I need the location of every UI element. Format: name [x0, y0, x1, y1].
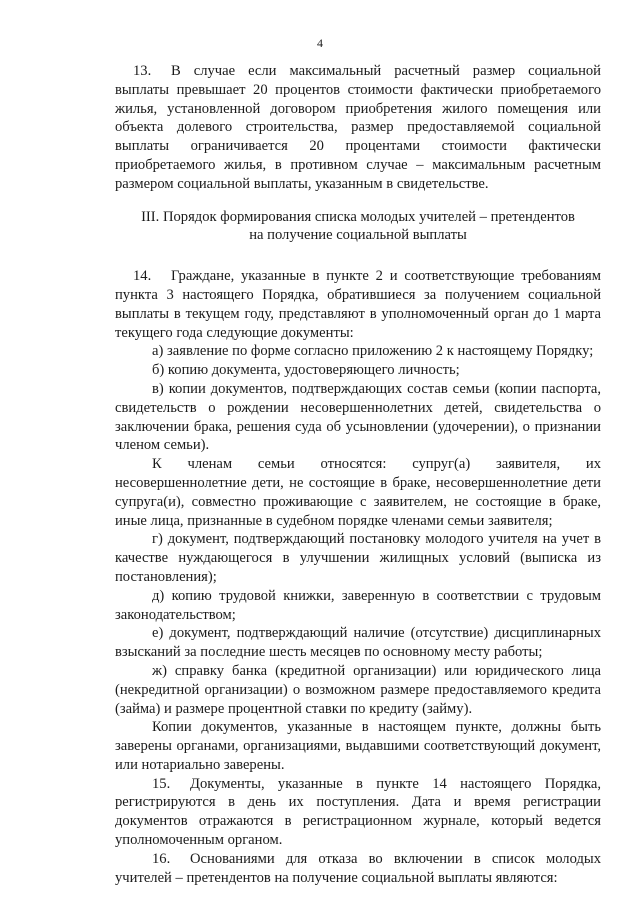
paragraph-number: 15. [152, 775, 171, 792]
paragraph-16 [115, 850, 601, 888]
heading-line-1: III. Порядок формирования списка молодых учителей – претендентов [141, 208, 575, 225]
list-item: а) заявление по форме согласно приложению 2 к настоящему Порядку; [152, 343, 594, 360]
list-item: в) копии документов, подтверждающих состав семьи (копии паспорта, свидетельств о рождении несовершеннолетних детей, свидетельства о заключении брака, решения суда об усыновлении (удочерении), о признании членом семьи). [115, 380, 601, 454]
paragraph-number: 13. [133, 63, 152, 79]
paragraph-number: 16. [152, 850, 171, 867]
page-number: 4 [317, 36, 323, 50]
family-members-note: К членам семьи относятся: супруг(а) заявителя, их несовершеннолетние дети, не состоящие в браке, несовершеннолетние дети супруга(и), совместно проживающие с заявителем, не состоящие в браке, иные лица, признанные в судебном порядке членами семьи заявителя; [115, 456, 601, 529]
section-heading [115, 208, 601, 246]
list-item: ж) справку банка (кредитной организации) или юридического лица (некредитной организации) о возможном размере предоставляемого кредита (займа) и размере процентной ставки по кредиту (займу). [115, 662, 601, 717]
paragraph-15 [115, 775, 601, 850]
list-item: д) копию трудовой книжки, заверенную в соответствии с трудовым законодательством; [115, 587, 601, 623]
paragraph-number: 14. [133, 268, 152, 285]
document-body [115, 62, 601, 887]
paragraph-text: Граждане, указанные в пункте 2 и соответствующие требованиям пункта 3 настоящего Порядка, обратившиеся за получением социальной выплаты в текущем году, представляют в уполномоченный орган до 1 марта текущего года следующие документы: [115, 268, 601, 341]
paragraph-14 [115, 267, 601, 342]
paragraph-text: Основаниями для отказа во включении в список молодых учителей – претендентов на получение социальной выплаты являются: [115, 850, 601, 886]
heading-line-2: на получение социальной выплаты [249, 227, 467, 244]
list-item: е) документ, подтверждающий наличие (отсутствие) дисциплинарных взысканий за последние шесть месяцев по основному месту работы; [115, 625, 601, 661]
paragraph-text: Документы, указанные в пункте 14 настоящего Порядка, регистрируются в день их поступления. Дата и время регистрации документов отражаются в регистрационном журнале, который ведется уполномоченным органом. [115, 775, 601, 849]
list-item: г) документ, подтверждающий постановку молодого учителя на учет в качестве нуждающегося в улучшении жилищных условий (выписка из постановления); [115, 531, 601, 585]
list-item: б) копию документа, удостоверяющего личность; [152, 362, 460, 379]
paragraph-text: В случае если максимальный расчетный размер социальной выплаты превышает 20 процентов стоимости фактически приобретаемого жилья, установленной договором приобретения жилого помещения или объекта долевого строительства, размер предоставляемой социальной выплаты ограничивается 20 процентами стоимости фактически приобретаемого жилья, в противном случае – максимальным расчетным размером социальной выплаты, указанным в свидетельстве. [115, 63, 601, 192]
paragraph-13 [115, 62, 601, 194]
copies-note: Копии документов, указанные в настоящем пункте, должны быть заверены органами, организациями, выдавшими соответствующий документ, или нотариально заверены. [115, 719, 601, 773]
